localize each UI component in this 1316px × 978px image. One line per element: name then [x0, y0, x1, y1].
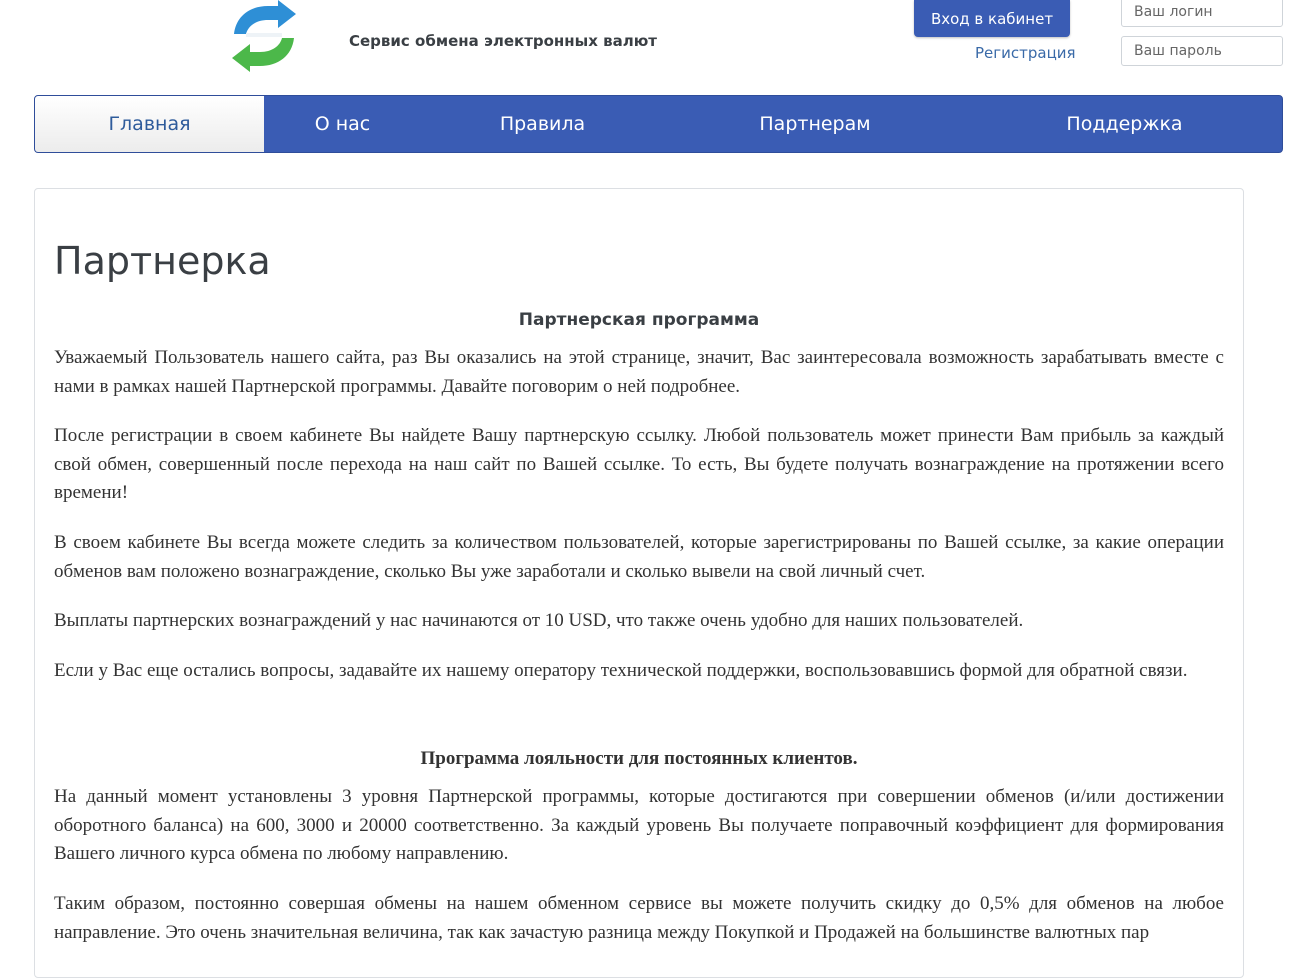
paragraph: Таким образом, постоянно совершая обмены на нашем обменном сервисе вы можете получить скидку до 0,5% для обменов на любое направление. Это очень значительная величина, так как зачастую разница между Покупкой и Продажей на большинстве валютных пар	[54, 893, 1224, 943]
paragraph: После регистрации в своем кабинете Вы найдете Вашу партнерскую ссылку. Любой пользователь может принести Вам прибыль за каждый свой обмен, совершенный после перехода на наш сайт по Вашей ссылке. То есть, Вы будете получать вознаграждение на протяжении всего времени!	[54, 425, 1224, 503]
logo[interactable]	[226, 0, 302, 72]
exchange-arrows-icon	[226, 0, 302, 72]
register-link[interactable]: Регистрация	[975, 44, 1076, 62]
password-input[interactable]	[1121, 36, 1283, 66]
login-input[interactable]	[1121, 0, 1283, 27]
nav-item-support[interactable]: Поддержка	[1066, 113, 1183, 135]
site-tagline: Сервис обмена электронных валют	[349, 32, 657, 50]
paragraph: В своем кабинете Вы всегда можете следить за количеством пользователей, которые зарегистрированы по Вашей ссылке, за какие операции обменов вам положено вознаграждение, сколько Вы уже заработали и сколько вывели на свой личный счет.	[54, 532, 1224, 582]
paragraph: Выплаты партнерских вознаграждений у нас начинаются от 10 USD, что также очень удобно для наших пользователей.	[54, 610, 1024, 631]
main-nav	[34, 95, 1283, 153]
section-title-loyalty: Программа лояльности для постоянных клиентов.	[420, 748, 858, 769]
paragraph: Если у Вас еще остались вопросы, задавайте их нашему оператору технической поддержки, воспользовавшись формой для обратной связи.	[54, 660, 1188, 681]
nav-item-rules[interactable]: Правила	[499, 113, 586, 135]
section-title-partner-program: Партнерская программа	[518, 310, 760, 330]
page-title: Партнерка	[54, 239, 271, 283]
paragraph: На данный момент установлены 3 уровня Партнерской программы, которые достигаются при совершении обменов (и/или достижении оборотного баланса) на 600, 3000 и 20000 соответственно. За каждый уровень Вы получаете поправочный коэффициент для формирования Вашего личного курса обмена по любому направлению.	[54, 786, 1224, 864]
nav-item-about[interactable]: О нас	[314, 113, 371, 135]
content-panel	[34, 188, 1244, 978]
login-button[interactable]: Вход в кабинет	[914, 0, 1070, 37]
header	[0, 0, 1316, 90]
paragraph: Уважаемый Пользователь нашего сайта, раз Вы оказались на этой странице, значит, Вас заинтересовала возможность зарабатывать вместе с нами в рамках нашей Партнерской программы. Давайте поговорим о ней подробнее.	[54, 347, 1224, 397]
nav-item-partners[interactable]: Партнерам	[759, 113, 871, 135]
nav-item-home[interactable]: Главная	[35, 96, 264, 152]
